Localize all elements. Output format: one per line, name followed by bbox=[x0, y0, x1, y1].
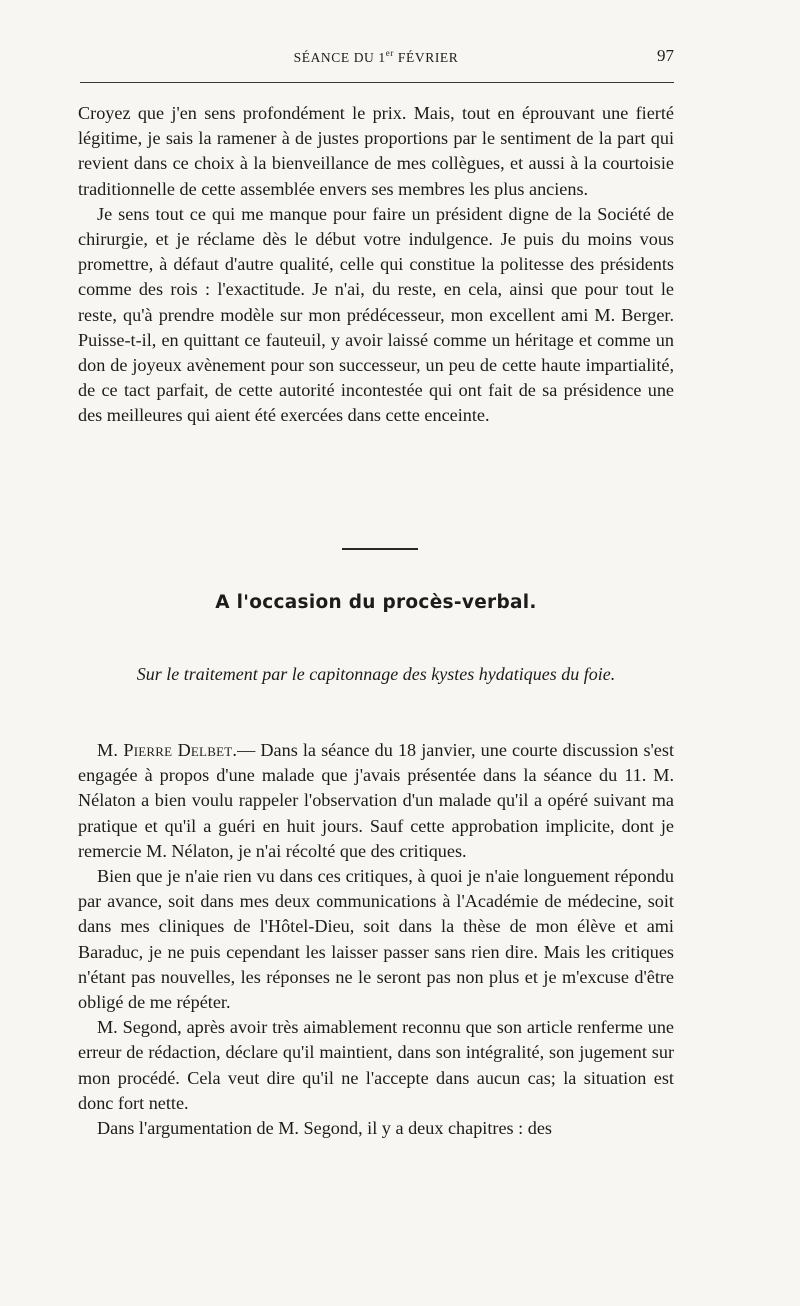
paragraph: Bien que je n'aie rien vu dans ces critiques, à quoi je n'aie longuement répondu par avance, soit dans mes deux communications à l'Académie de médecine, soit dans mes cliniques de l'Hôtel-Dieu, soit dans la thèse de mon élève et ami Baraduc, je ne puis cependant les laisser passer sans rien dire. Mais les critiques n'étant pas nouvelles, les réponses ne le seront pas non plus et je m'excuse d'être obligé de me répéter. bbox=[78, 866, 674, 1013]
paragraph: Dans l'argumentation de M. Segond, il y a deux chapitres : des bbox=[97, 1118, 553, 1139]
running-title-suffix: FÉVRIER bbox=[393, 50, 459, 65]
text-block-top bbox=[78, 101, 674, 429]
paragraph bbox=[78, 738, 674, 864]
running-header bbox=[78, 44, 674, 70]
running-title-prefix: SÉANCE DU 1 bbox=[293, 50, 386, 65]
section-separator-rule bbox=[342, 548, 418, 550]
paragraph: Je sens tout ce qui me manque pour faire un président digne de la Société de chirurgie, et je réclame dès le début votre indulgence. Je puis du moins vous promettre, à défaut d'autre qualité, celle qui constitue la politesse des présidents comme des rois : l'exactitude. Je n'ai, du reste, en cela, ainsi que pour tout le reste, qu'à prendre modèle sur mon prédécesseur, mon excellent ami M. Berger. Puisse-t-il, en quittant ce fauteuil, y avoir laissé comme un héritage et comme un don de joyeux avènement pour son successeur, un peu de cette haute impartialité, de ce tact parfait, de cette autorité incontestée qui ont fait de sa présidence une des meilleures qui aient été exercées dans cette enceinte. bbox=[78, 203, 674, 426]
paragraph: Croyez que j'en sens profondément le prix. Mais, tout en éprouvant une fierté légitime, je sais la ramener à de justes proportions par le sentiment de la part qui revient dans ce choix à la bienveillance de mes collègues, et aussi à la courtoisie traditionnelle de cette assemblée envers ses membres les plus anciens. bbox=[78, 103, 674, 199]
speaker-name: M. Pierre Delbet. bbox=[97, 740, 238, 760]
page-number: 97 bbox=[657, 46, 674, 65]
paragraph-text: — Dans la séance du 18 janvier, une courte discussion s'est engagée à propos d'une malade que j'avais présentée dans la séance du 11. M. Nélaton a bien voulu rappeler l'observation d'un malade qu'il a opéré suivant ma pratique et qu'il a guéri en huit jours. Sauf cette approbation implicite, dont je remercie M. Nélaton, je n'ai récolté que des critiques. bbox=[78, 740, 675, 861]
article-subheading: Sur le traitement par le capitonnage des kystes hydatiques du foie. bbox=[136, 664, 616, 684]
paragraph: M. Segond, après avoir très aimablement reconnu que son article renferme une erreur de rédaction, déclare qu'il maintient, dans son intégralité, son jugement sur mon procédé. Cela veut dire qu'il ne l'accepte dans aucun cas; la situation est donc fort nette. bbox=[78, 1017, 674, 1113]
running-title bbox=[78, 48, 674, 66]
text-block-bottom bbox=[78, 738, 674, 1141]
section-heading: A l'occasion du procès-verbal. bbox=[215, 592, 537, 613]
running-title-superscript: er bbox=[385, 48, 394, 58]
header-rule bbox=[80, 82, 674, 83]
